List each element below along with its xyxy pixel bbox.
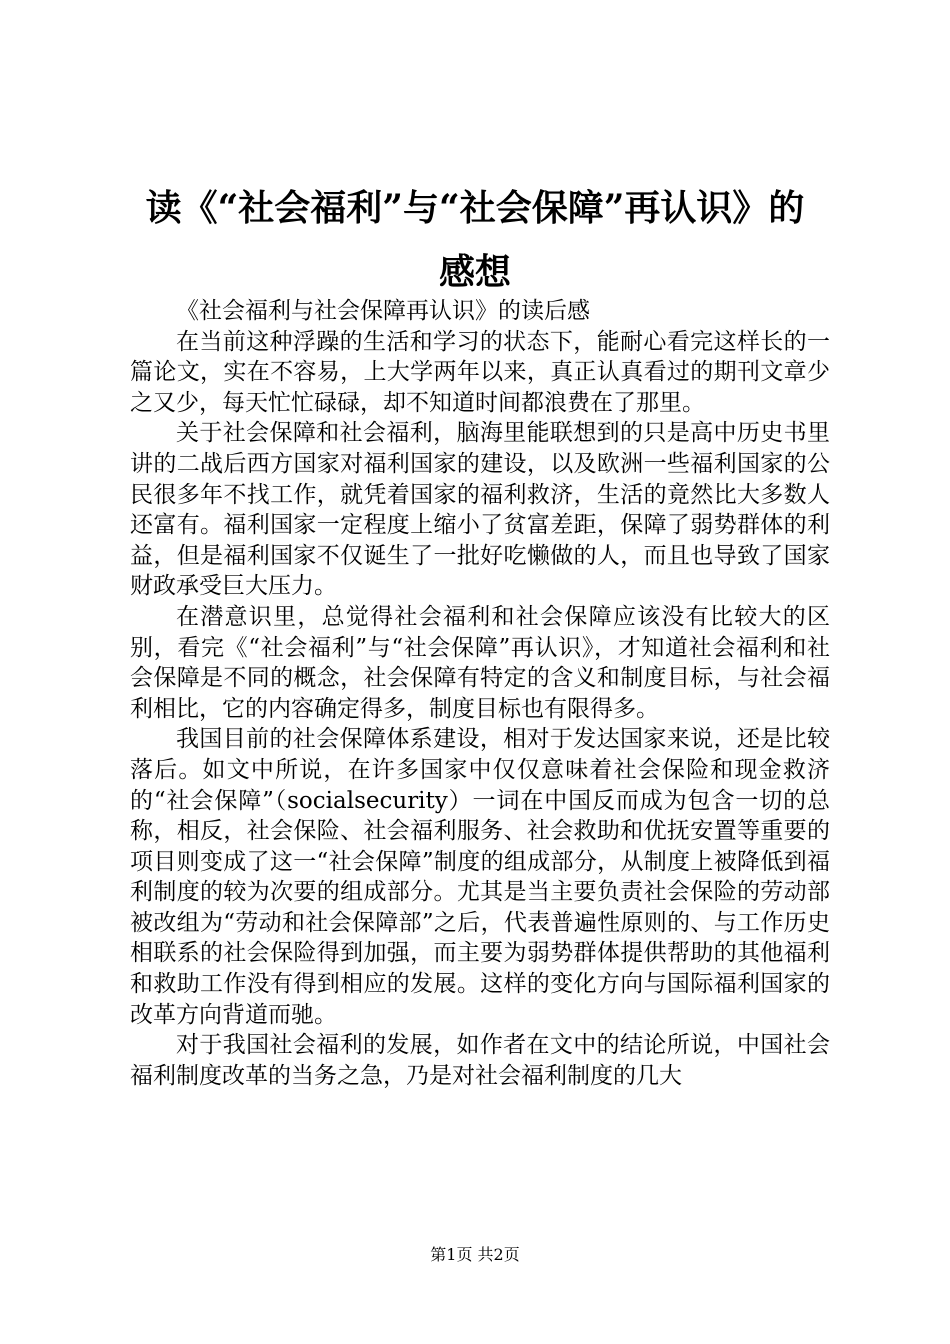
paragraph: 我国目前的社会保障体系建设，相对于发达国家来说，还是比较落后。如文中所说，在许多国家中仅仅意味着社会保险和现金救济的“社会保障”（socialsecurity）一词在中国反而成为包含一切的总称，相反，社会保险、社会福利服务、社会救助和优抚安置等重要的项目则变成了这一“社会保障”制度的组成部分，从制度上被降低到福利制度的较为次要的组成部分。尤其是当主要负责社会保险的劳动部被改组为“劳动和社会保障部”之后，代表普遍性原则的、与工作历史相联系的社会保险得到加强，而主要为弱势群体提供帮助的其他福利和救助工作没有得到相应的发展。这样的变化方向与国际福利国家的改革方向背道而驰。 xyxy=(130,726,830,1028)
paragraph: 关于社会保障和社会福利，脑海里能联想到的只是高中历史书里讲的二战后西方国家对福利国家的建设，以及欧洲一些福利国家的公民很多年不找工作，就凭着国家的福利救济，生活的竟然比大多数人还富有。福利国家一定程度上缩小了贫富差距，保障了弱势群体的利益，但是福利国家不仅诞生了一批好吃懒做的人，而且也导致了国家财政承受巨大压力。 xyxy=(130,420,830,600)
paragraph: 在潜意识里，总觉得社会福利和社会保障应该没有比较大的区别，看完《“社会福利”与“社会保障”再认识》，才知道社会福利和社会保障是不同的概念，社会保障有特定的含义和制度目标，与社会福利相比，它的内容确定得多，制度目标也有限得多。 xyxy=(130,603,830,722)
page-number-footer: 第1页 共2页 xyxy=(430,1245,520,1264)
paragraph: 对于我国社会福利的发展，如作者在文中的结论所说，中国社会福利制度改革的当务之急，乃是对社会福利制度的几大 xyxy=(130,1032,830,1089)
document-title-line-2: 感想 xyxy=(438,251,511,293)
paragraph-subtitle: 《社会福利与社会保障再认识》的读后感 xyxy=(176,298,590,324)
paragraph: 在当前这种浮躁的生活和学习的状态下，能耐心看完这样长的一篇论文，实在不容易，上大学两年以来，真正认真看过的期刊文章少之又少，每天忙忙碌碌，却不知道时间都浪费在了那里。 xyxy=(130,328,830,416)
document-body xyxy=(130,296,830,1091)
document-title-line-1: 读《“社会福利”与“社会保障”再认识》的 xyxy=(145,187,805,229)
